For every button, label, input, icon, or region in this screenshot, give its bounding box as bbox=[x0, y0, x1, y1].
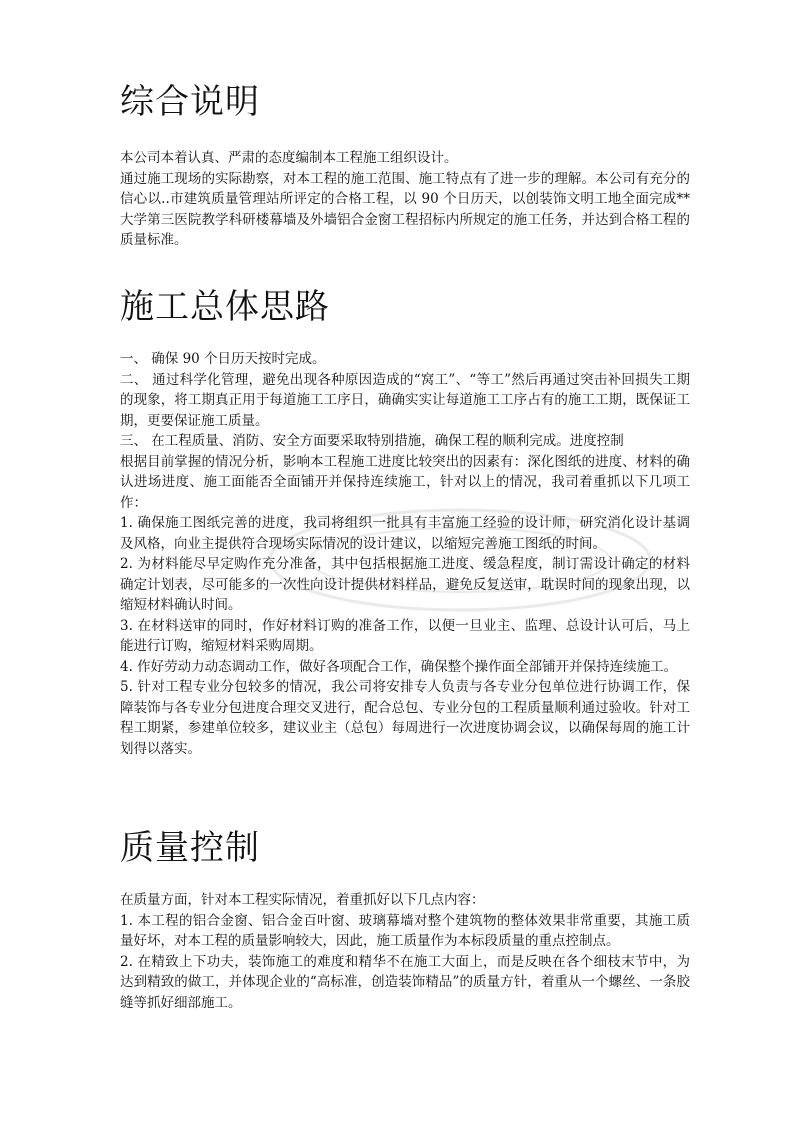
list-item: 1. 本工程的铝合金窗、铝合金百叶窗、玻璃幕墙对整个建筑物的整体效果非常重要，其施工质量好坏，对本工程的质量影响较大，因此，施工质量作为本标段质量的重点控制点。 bbox=[120, 912, 690, 949]
section-heading: 综合说明 bbox=[120, 82, 260, 122]
list-item: 2. 在精致上下功夫，装饰施工的难度和精华不在施工大面上，而是反映在各个细枝末节中，为达到精致的做工，并体现企业的“高标准，创造装饰精品”的质量方针，着重从一个螺丝、一条胶缝等抓好细部施工。 bbox=[120, 953, 690, 1011]
list-item: 一、 确保 90 个日历天按时完成。 bbox=[120, 351, 326, 367]
list-item: 二、 通过科学化管理，避免出现各种原因造成的“窝工”、“等工”然后再通过突击补回损失工期的现象，将工期真正用于每道施工工序日，确确实实让每道施工工序占有的施工工期，既保证工期，更要保证施工质量。 bbox=[120, 371, 690, 429]
list-item: 4. 作好劳动力动态调动工作，做好各项配合工作，确保整个操作面全部铺开并保持连续施工。 bbox=[120, 658, 678, 675]
section-heading: 质量控制 bbox=[120, 828, 260, 868]
paragraph: 本公司本着认真、严肃的态度编制本工程施工组织设计。 bbox=[120, 150, 458, 166]
section-heading: 施工总体思路 bbox=[120, 287, 330, 327]
section-body bbox=[120, 148, 690, 251]
paragraph: 根据目前掌握的情况分析，影响本工程施工进度比较突出的因素有：深化图纸的进度、材料的确认进场进度、施工面能否全面铺开并保持连续施工，针对以上的情况，我司着重抓以下几项工作： bbox=[120, 453, 690, 511]
list-item: 三、 在工程质量、消防、安全方面要采取特别措施，确保工程的顺利完成。进度控制 bbox=[120, 433, 624, 449]
section-overview bbox=[120, 82, 690, 251]
list-item: 1. 确保施工图纸完善的进度，我司将组织一批具有丰富施工经验的设计师，研究消化设计基调及风格，向业主提供符合现场实际情况的设计建议，以缩短完善施工图纸的时间。 bbox=[120, 515, 690, 552]
paragraph: 在质量方面，针对本工程实际情况，着重抓好以下几点内容： bbox=[120, 892, 485, 908]
section-body bbox=[120, 349, 690, 759]
paragraph: 通过施工现场的实际勘察，对本工程的施工范围、施工特点有了进一步的理解。本公司有充分的信心以..市建筑质量管理站所评定的合格工程，以 90 个日历天，以创装饰文明工地全面完成**大学第三医院教学科研楼幕墙及外墙铝合金窗工程招标内所规定的施工任务，并达到合格工程的质量标准。 bbox=[120, 170, 690, 248]
list-item: 2. 为材料能尽早定购作充分准备，其中包括根据施工进度、缓急程度，制订需设计确定的材料确定计划表，尽可能多的一次性向设计提供材料样品，避免反复送审，耽误时间的现象出现，以缩短材料确认时间。 bbox=[120, 556, 690, 613]
list-item: 5. 针对工程专业分包较多的情况，我公司将安排专人负责与各专业分包单位进行协调工作，保障装饰与各专业分包进度合理交叉进行，配合总包、专业分包的工程质量顺利通过验收。针对工程工期紧，参建单位较多，建议业主（总包）每周进行一次进度协调会议，以确保每周的施工计划得以落实。 bbox=[120, 679, 690, 757]
section-body bbox=[120, 890, 690, 1013]
list-item: 3. 在材料送审的同时，作好材料订购的准备工作，以便一旦业主、监理、总设计认可后，马上能进行订购，缩短材料采购周期。 bbox=[120, 617, 690, 654]
section-construction-approach bbox=[120, 287, 690, 759]
section-quality-control bbox=[120, 828, 690, 1013]
